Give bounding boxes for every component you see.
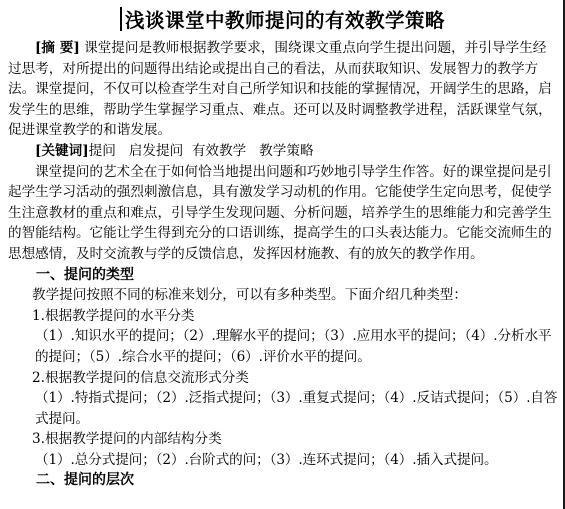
abstract-paragraph xyxy=(8,38,558,141)
group-title: 2.根据教学提问的信息交流形式分类 xyxy=(32,369,249,386)
page-title: 浅谈课堂中教师提问的有效教学策略 xyxy=(125,9,446,32)
group-items: （1）.总分式提问；（2）.台阶式的问；（3）.连环式提问；（4）.插入式提问。 xyxy=(35,451,498,468)
abstract-label: [摘 要] xyxy=(35,40,80,56)
intro-paragraph: 课堂提问的艺术全在于如何恰当地提出问题和巧妙地引导学生作答。好的课堂提问是引起学生学习活动的强烈刺激信息，具有激发学习动机的作用。它能使学生定向思考，促使学生注意教材的重点和难点，引导学生发现问题、分析问题，培养学生的思维能力和完善学生的智能结构。它能让学生得到充分的口语训练，提高学生的口头表达能力。它能交流师生的思想感情，及时交流教与学的反馈信息，发挥因材施教、有的放矢的教学作用。 xyxy=(8,163,552,262)
text-cursor xyxy=(120,7,122,31)
section-lead: 教学提问按照不同的标准来划分，可以有多种类型。下面介绍几种类型： xyxy=(32,287,467,304)
section-heading: 一、提问的类型 xyxy=(36,266,134,283)
abstract-text: 课堂提问是教师根据教学要求，围绕课文重点向学生提出问题，并引导学生经过思考，对所提出的问题得出结论或提出自己的看法，从而获取知识、发展智力的教学方法。课堂提问，不仅可以检查学生对自己所学知识和技能的掌握情况，开阔学生的思路，启发学生的思维，帮助学生掌握学习重点、难点。还可以及时调整教学进程，活跃课堂气氛，促进课堂教学的和谐发展。 xyxy=(8,40,552,139)
keywords-label: [关键词] xyxy=(35,142,89,159)
group-title: 1.根据教学提问的水平分类 xyxy=(32,307,195,324)
keywords-text: 提问 启发提问 有效教学 教学策略 xyxy=(88,142,314,159)
title-row xyxy=(120,6,445,32)
section-heading: 二、提问的层次 xyxy=(36,472,134,489)
group-items: （1）.知识水平的提问；（2）.理解水平的提问；（3）.应用水平的提问；（4）.分析水平的提问；（5）.综合水平的提问；（6）.评价水平的提问。 xyxy=(35,328,552,365)
document-body xyxy=(8,38,558,491)
group-title: 3.根据教学提问的内部结构分类 xyxy=(32,431,222,448)
group-items: （1）.特指式提问；（2）.泛指式提问；（3）.重复式提问；（4）.反诘式提问；（5）.自答式提问。 xyxy=(35,390,558,427)
keywords-paragraph xyxy=(8,141,558,162)
